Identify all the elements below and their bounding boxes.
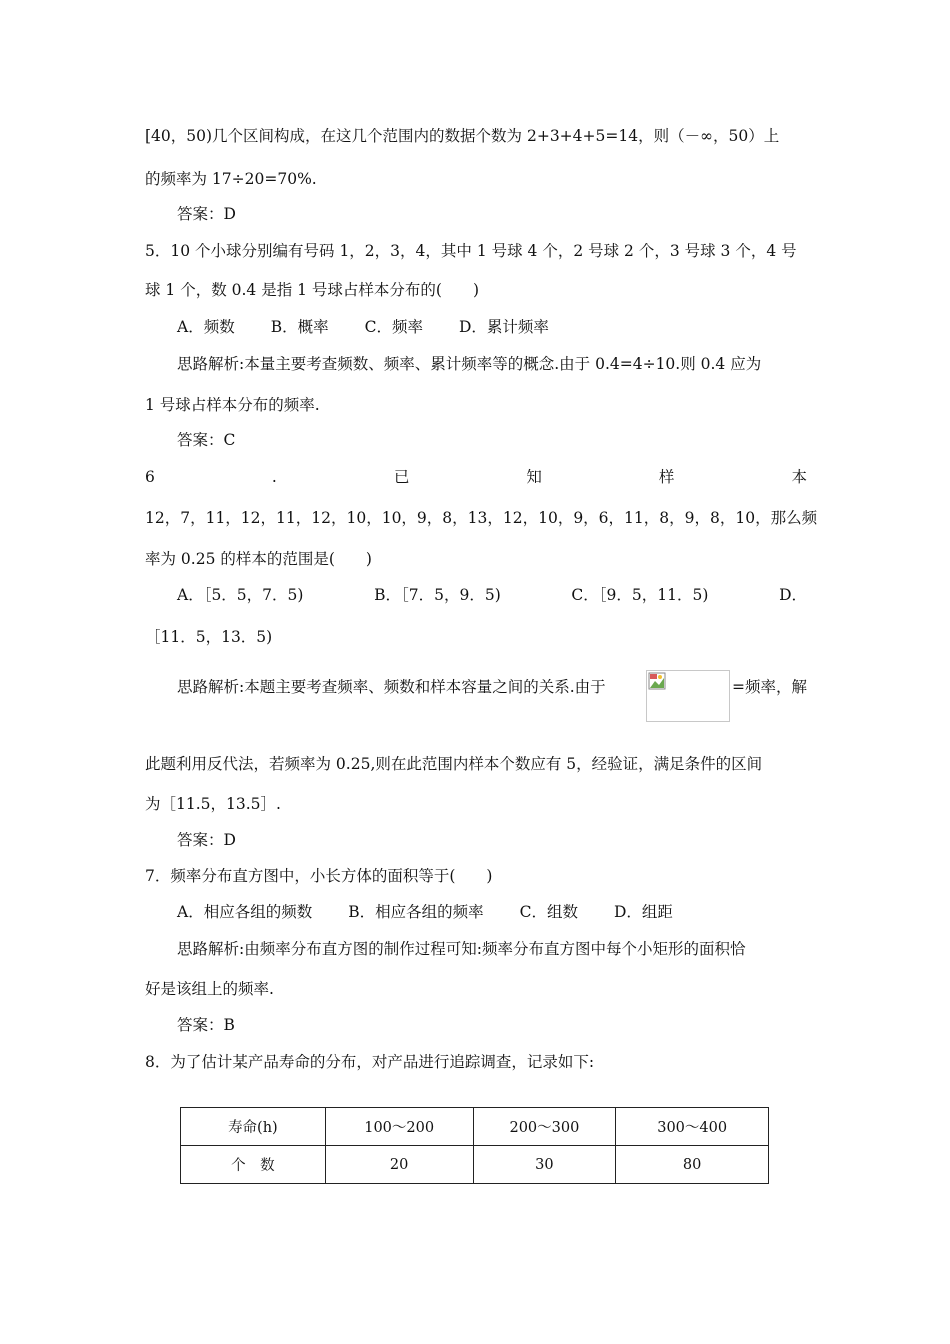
text-line: 1 号球占样本分布的频率. <box>145 396 320 414</box>
table-row <box>181 1146 769 1184</box>
option: ［11．5，13．5) <box>145 628 273 646</box>
question-6-head <box>145 466 807 488</box>
word: 样 <box>658 468 675 486</box>
option: B．相应各组的频率 <box>348 903 484 921</box>
answer-text: 答案：B <box>177 1016 235 1034</box>
table-cell: 80 <box>616 1146 769 1184</box>
option: B．概率 <box>270 318 329 336</box>
table-header-row <box>181 1108 769 1146</box>
options-q5 <box>177 316 807 338</box>
text-line: 的频率为 17÷20=70%. <box>145 170 317 188</box>
word: 已 <box>393 468 410 486</box>
option: C．组数 <box>519 903 578 921</box>
solution-text: 思路解析:本量主要考查频数、频率、累计频率等的概念.由于 0.4=4÷10.则 0.4 应为 <box>177 355 762 373</box>
option: A．相应各组的频数 <box>177 903 313 921</box>
table-cell: 100～200 <box>325 1108 473 1146</box>
table-cell: 个 数 <box>181 1146 326 1184</box>
option: D．累计频率 <box>458 318 549 336</box>
option: C．［9．5，11．5) <box>571 586 709 604</box>
question-7: 7．频率分布直方图中，小长方体的面积等于( ) <box>145 867 493 885</box>
text-line: 好是该组上的频率. <box>145 980 274 998</box>
table-cell: 200～300 <box>473 1108 616 1146</box>
question-5: 5．10 个小球分别编有号码 1，2，3，4，其中 1 号球 4 个，2 号球 2 个，3 号球 3 个，4 号 <box>145 242 797 260</box>
table-cell: 寿命(h) <box>181 1108 326 1146</box>
options-q7 <box>177 901 807 923</box>
answer-text: 答案：D <box>177 831 236 849</box>
word: . <box>271 468 277 486</box>
option: A．［5．5，7．5) <box>177 586 304 604</box>
option: A．频数 <box>177 318 235 336</box>
formula-result: =频率，解 <box>732 678 807 696</box>
word: 本 <box>791 468 807 486</box>
answer-text: 答案：C <box>177 431 236 449</box>
word: 6 <box>145 468 155 486</box>
option: C．频率 <box>364 318 423 336</box>
option: D． <box>779 586 807 604</box>
text-line: 12，7，11，12，11，12，10，10，9，8，13，12，10，9，6，11，8，9，8，10，那么频 <box>145 509 818 527</box>
broken-image-icon <box>648 672 666 690</box>
lifespan-table <box>180 1107 769 1184</box>
formula-image <box>646 670 730 722</box>
table-cell: 20 <box>325 1146 473 1184</box>
option: D．组距 <box>613 903 673 921</box>
solution-text: 思路解析:由频率分布直方图的制作过程可知:频率分布直方图中每个小矩形的面积恰 <box>177 940 746 958</box>
text-line: 球 1 个，数 0.4 是指 1 号球占样本分布的( ) <box>145 281 480 299</box>
answer-text: 答案：D <box>177 205 236 223</box>
text-line: 率为 0.25 的样本的范围是( ) <box>145 550 372 568</box>
text-line: 此题利用反代法，若频率为 0.25,则在此范围内样本个数应有 5，经验证，满足条件的区间 <box>145 755 763 773</box>
table-cell: 300～400 <box>616 1108 769 1146</box>
text-line: 为［11.5，13.5］. <box>145 795 281 813</box>
table-cell: 30 <box>473 1146 616 1184</box>
options-q6 <box>177 584 807 606</box>
option: B．［7．5，9．5) <box>374 586 501 604</box>
word: 知 <box>526 468 542 486</box>
solution-text: 思路解析:本题主要考查频率、频数和样本容量之间的关系.由于 <box>177 678 606 696</box>
question-8: 8．为了估计某产品寿命的分布，对产品进行追踪调查，记录如下: <box>145 1053 595 1071</box>
text-line: [40，50)几个区间构成，在这几个范围内的数据个数为 2+3+4+5=14，则（－∞，50）上 <box>145 127 780 145</box>
